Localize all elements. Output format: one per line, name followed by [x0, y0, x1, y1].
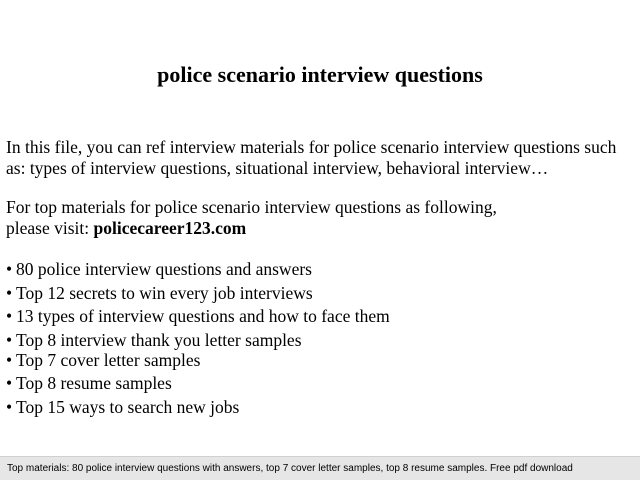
bullet-icon: •	[6, 373, 13, 393]
intro-paragraph	[6, 137, 634, 179]
materials-list	[6, 259, 634, 420]
list-item-text: Top 15 ways to search new jobs	[16, 396, 240, 417]
visit-link[interactable]: policecareer123.com	[93, 218, 247, 238]
list-item-text: Top 12 secrets to win every job interviews	[16, 282, 313, 303]
materials-paragraph	[6, 197, 634, 239]
intro-line-2: as: types of interview questions, situational interview, behavioral interview…	[6, 158, 549, 178]
bullet-icon: •	[6, 282, 13, 303]
list-item-text: Top 8 resume samples	[16, 373, 172, 393]
list-item	[6, 283, 634, 307]
footer-bar: Top materials: 80 police interview questions with answers, top 7 cover letter samples, top 8 resume samples. Free pdf download	[0, 456, 640, 480]
bullet-icon: •	[6, 396, 13, 417]
list-item-text: 13 types of interview questions and how to face them	[16, 306, 390, 326]
materials-line-1: For top materials for police scenario interview questions as following,	[6, 197, 497, 217]
list-item-text: Top 8 interview thank you letter samples	[16, 329, 302, 350]
bullet-icon: •	[6, 259, 13, 279]
list-item	[6, 373, 634, 397]
materials-line-2	[6, 218, 634, 239]
list-item	[6, 259, 634, 283]
bullet-icon: •	[6, 349, 13, 370]
page-title: police scenario interview questions	[157, 62, 483, 87]
list-item	[6, 350, 634, 374]
list-item	[6, 330, 634, 350]
list-item-text: 80 police interview questions and answers	[16, 259, 312, 279]
bullet-icon: •	[6, 306, 13, 326]
list-item-text: Top 7 cover letter samples	[16, 349, 201, 370]
visit-prefix: please visit:	[6, 218, 94, 238]
intro-line-1: In this file, you can ref interview materials for police scenario interview questions such	[6, 137, 617, 157]
bullet-icon: •	[6, 329, 13, 350]
list-item	[6, 306, 634, 330]
list-item	[6, 397, 634, 421]
